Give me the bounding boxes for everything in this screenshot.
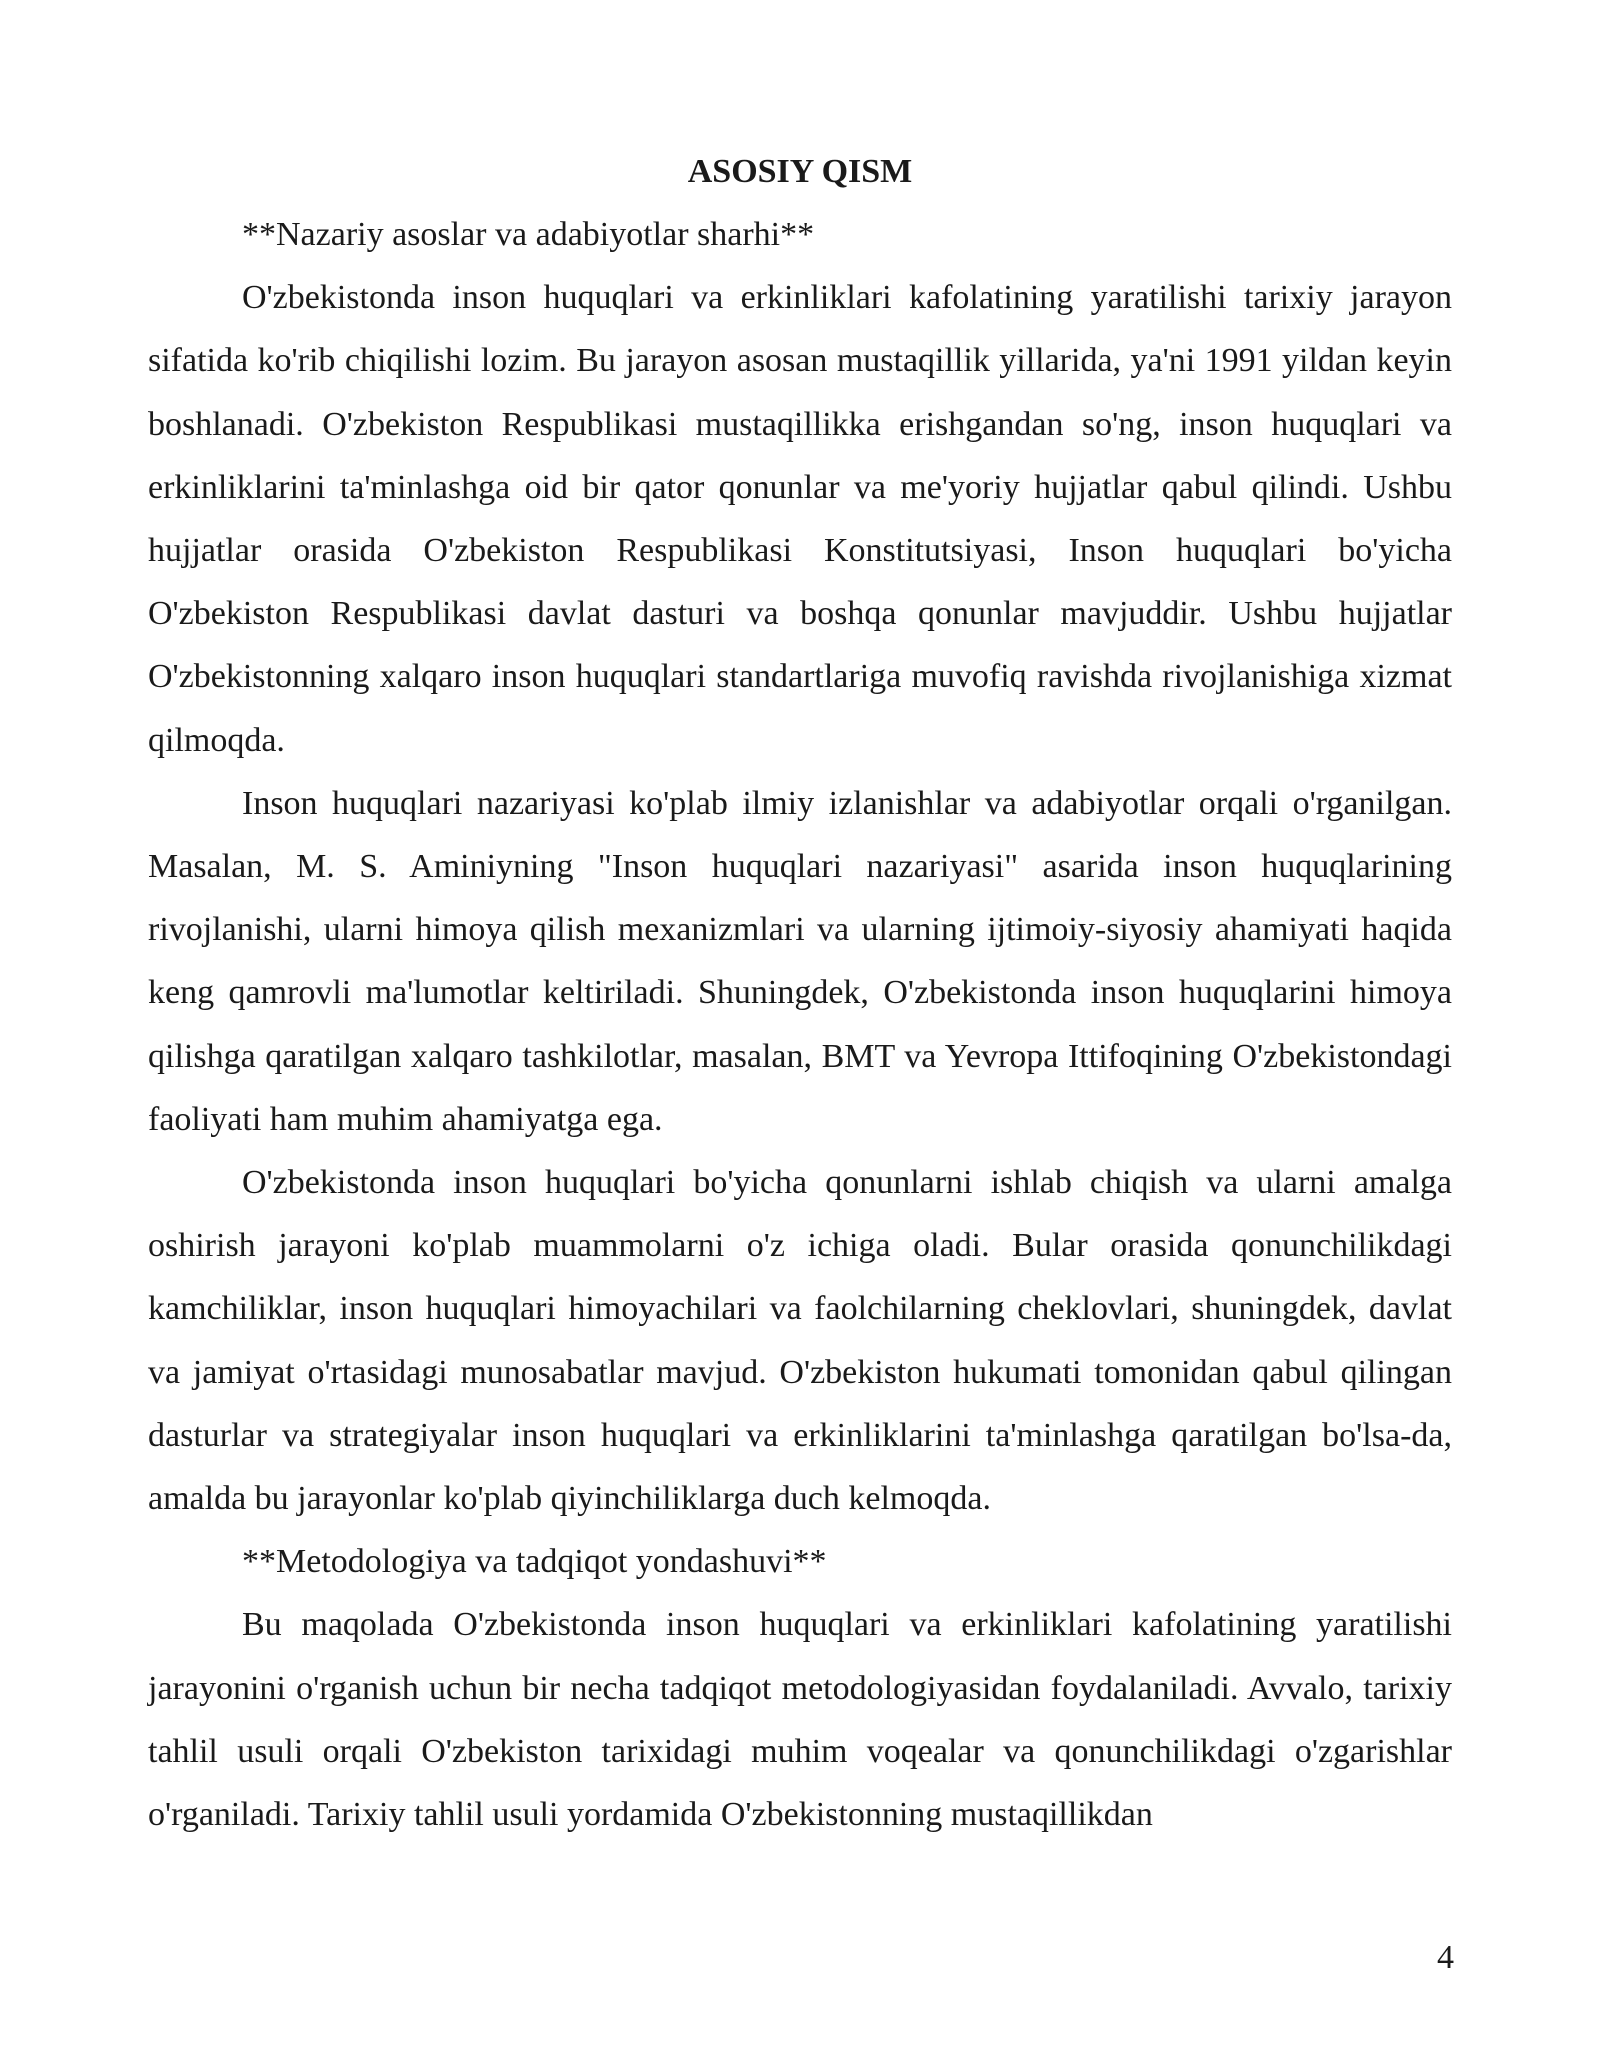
paragraph-2: Inson huquqlari nazariyasi ko'plab ilmiy izlanishlar va adabiyotlar orqali o'rganilgan. Masalan, M. S. Aminiyning "Inson huquqlari nazariyasi" asarida inson huquqlarining rivojlanishi, ularni himoya qilish mexanizmlari va ularning ijtimoiy-siyosiy ahamiyati haqida keng qamrovli ma'lumotlar keltiriladi. Shuningdek, O'zbekistonda inson huquqlarini himoya qilishga qaratilgan xalqaro tashkilotlar, masalan, BMT va Yevropa Ittifoqining O'zbekistondagi faoliyati ham muhim ahamiyatga ega. [148, 784, 1452, 1138]
section-heading: ASOSIY QISM [687, 153, 913, 190]
subheading-theory: **Nazariy asoslar va adabiyotlar sharhi** [242, 216, 815, 253]
subheading-methodology: **Metodologiya va tadqiqot yondashuvi** [242, 1543, 827, 1581]
paragraph-4: Bu maqolada O'zbekistonda inson huquqlari va erkinliklari kafolatining yaratilishi jarayonini o'rganish uchun bir necha tadqiqot metodologiyasidan foydalaniladi. Avvalo, tarixiy tahlil usuli orqali O'zbekiston tarixidagi muhim voqealar va qonunchilikdagi o'zgarishlar o'rganiladi. Tarixiy tahlil usuli yordamida O'zbekistonning mustaqillikdan [148, 1606, 1452, 1834]
document-page [148, 140, 1452, 1846]
paragraph-1: O'zbekistonda inson huquqlari va erkinliklari kafolatining yaratilishi tarixiy jarayon sifatida ko'rib chiqilishi lozim. Bu jarayon asosan mustaqillik yillarida, ya'ni 1991 yildan keyin boshlanadi. O'zbekiston Respublikasi mustaqillikka erishgandan so'ng, inson huquqlari va erkinliklarini ta'minlashga oid bir qator qonunlar va me'yoriy hujjatlar qabul qilindi. Ushbu hujjatlar orasida O'zbekiston Respublikasi Konstitutsiyasi, Inson huquqlari bo'yicha O'zbekiston Respublikasi davlat dasturi va boshqa qonunlar mavjuddir. Ushbu hujjatlar O'zbekistonning xalqaro inson huquqlari standartlariga muvofiq ravishda rivojlanishiga xizmat qilmoqda. [148, 279, 1452, 759]
paragraph-3: O'zbekistonda inson huquqlari bo'yicha qonunlarni ishlab chiqish va ularni amalga oshirish jarayoni ko'plab muammolarni o'z ichiga oladi. Bular orasida qonunchilikdagi kamchiliklar, inson huquqlari himoyachilari va faolchilarning cheklovlari, shuningdek, davlat va jamiyat o'rtasidagi munosabatlar mavjud. O'zbekiston hukumati tomonidan qabul qilingan dasturlar va strategiyalar inson huquqlari va erkinliklarini ta'minlashga qaratilgan bo'lsa-da, amalda bu jarayonlar ko'plab qiyinchiliklarga duch kelmoqda. [148, 1164, 1452, 1518]
page-number: 4 [1437, 1939, 1454, 1976]
